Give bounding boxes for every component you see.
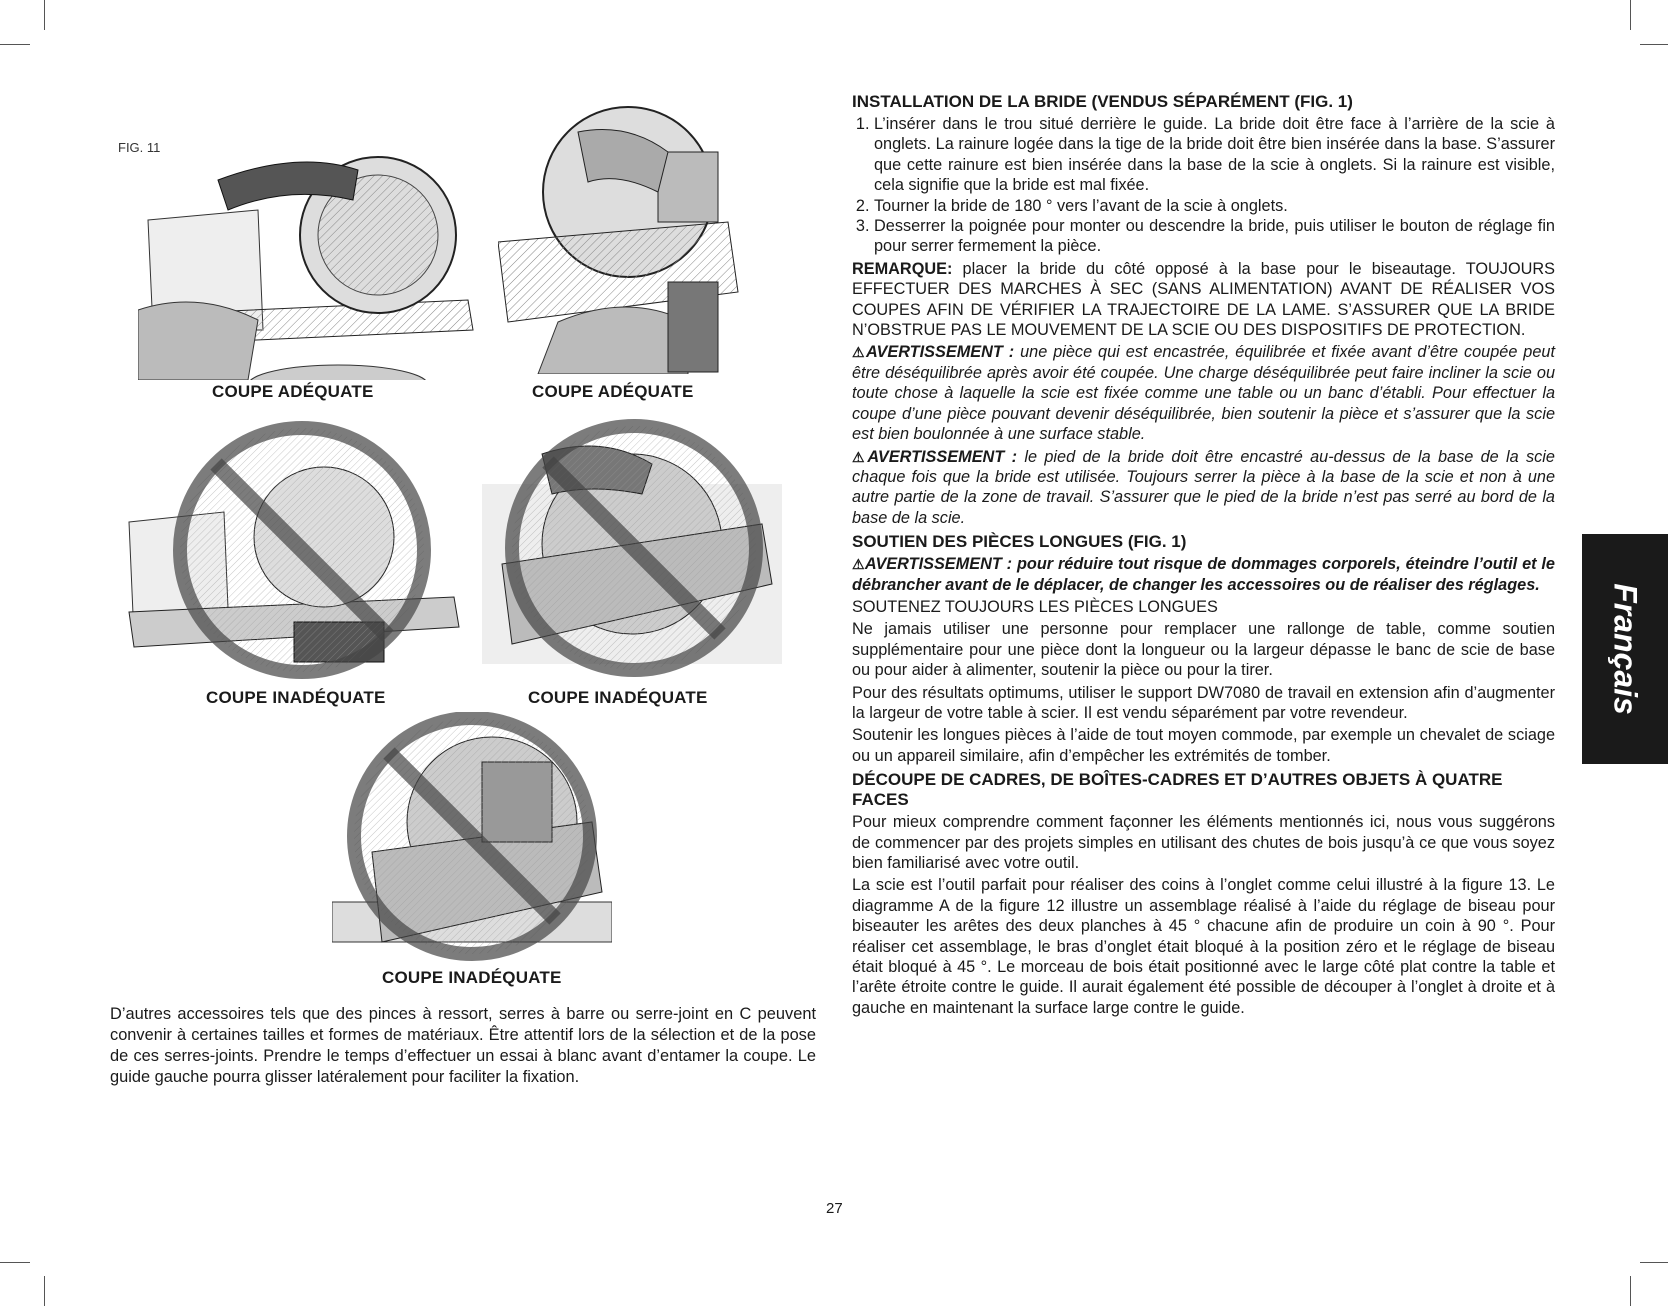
crop-mark <box>1640 1262 1668 1263</box>
warning-label: AVERTISSEMENT : <box>865 343 1015 362</box>
crop-mark <box>1630 0 1631 30</box>
crop-mark <box>44 0 45 30</box>
section-title-bride: INSTALLATION DE LA BRIDE (VENDUS SÉPARÉMENT (FIG. 1) <box>852 92 1353 111</box>
crop-mark <box>0 44 30 45</box>
remarque-label: REMARQUE: <box>852 259 953 278</box>
warning-text: AVERTISSEMENT : pour réduire tout risque de dommages corporels, éteindre l’outil et le débrancher avant de le déplacer, de changer les accessoires ou de réaliser des réglages. <box>852 555 1555 594</box>
caption-correct-cut-2: COUPE ADÉQUATE <box>532 382 694 401</box>
caption-incorrect-cut-1: COUPE INADÉQUATE <box>206 688 386 707</box>
warning-icon: ⚠ <box>852 448 868 465</box>
illustration-correct-cut-1 <box>138 140 478 380</box>
illustration-incorrect-cut-1 <box>124 412 464 688</box>
caption-incorrect-cut-3: COUPE INADÉQUATE <box>382 968 562 987</box>
bride-steps <box>852 114 1555 257</box>
language-tab <box>1582 534 1668 764</box>
left-paragraph: D’autres accessoires tels que des pinces à ressort, serres à barre ou serre-joint en C peuvent convenir à certaines tailles et formes de matériaux. Être attentif lors de la sélection et de la pose de ces serres-joints. Prendre le temps d’effectuer un essai à blanc avant d’entamer la coupe. Le guide gauche pourra glisser latéralement pour faciliter la fixation. <box>110 1005 816 1086</box>
crop-mark <box>44 1276 45 1306</box>
section-title-soutien: SOUTIEN DES PIÈCES LONGUES (FIG. 1) <box>852 532 1187 552</box>
illustration-correct-cut-2 <box>498 92 748 374</box>
decoupe-paragraph: La scie est l’outil parfait pour réaliser des coins à l’onglet comme celui illustré à la figure 13. Le diagramme A de la figure 12 illustre un assemblage réalisé à l’aide du réglage de biseau pour biseauter les arêtes des deux planches à 45 ° chacune afin de produire un coin à 90 °. Pour réaliser cet assemblage, le bras d’onglet était bloqué à la position zéro et le réglage de biseau était bloqué à 45 °. Le morceau de bois était positionné avec le large côté plat contre la table et l’arête étroite contre le guide. Il aurait également été possible de découper à l’onglet à droite et à gauche en maintenant la surface large contre le guide. <box>852 876 1555 1017</box>
illustration-incorrect-cut-3 <box>332 712 612 970</box>
caption-correct-cut-1: COUPE ADÉQUATE <box>212 382 374 401</box>
illustration-incorrect-cut-2 <box>482 414 782 688</box>
warning-text: une pièce qui est encastrée, équilibrée et fixée avant d’être coupée peut être déséquilibrée après avoir été coupée. Une charge déséquilibrée peut faire incliner la scie ou toute chose à laquelle la scie est fixée comme une table ou un banc d’établi. Pour effectuer la coupe d’une pièce pouvant devenir déséquilibrée, bien soutenir la pièce et s’assurer que la scie est bien boulonnée à une surface stable. <box>852 343 1555 444</box>
decoupe-paragraph: Pour mieux comprendre comment façonner les éléments mentionnés ici, nous vous suggérons de commencer par des projets simples en utilisant des chutes de bois jusqu’à ce que vous soyez bien familiarisé avec votre outil. <box>852 813 1555 872</box>
warning-text: le pied de la bride doit être encastré au-dessus de la base de la scie chaque fois que la bride est utilisée. Toujours serrer la pièce à la base de la scie et non à une autre partie de la zone de travail. S’assurer que le pied de la bride n’est pas serré au bord de la base de la scie. <box>852 447 1555 527</box>
warning-paragraph <box>852 342 1555 444</box>
remarque-text: placer la bride du côté opposé à la base pour le biseautage. TOUJOURS EFFECTUER DES MARCHES À SEC (SANS ALIMENTATION) AVANT DE RÉALISER VOS COUPES AFIN DE VÉRIFIER LA TRAJECTOIRE DE LA LAME. S’ASSURER QUE LA BRIDE N’OBSTRUE PAS LE MOUVEMENT DE LA SCIE OU DES DISPOSITIFS DE PROTECTION. <box>852 259 1555 340</box>
soutien-caps: SOUTENEZ TOUJOURS LES PIÈCES LONGUES <box>852 597 1218 616</box>
right-column <box>852 92 1555 1020</box>
warning-icon: ⚠ <box>852 344 866 361</box>
warning-paragraph <box>852 447 1555 529</box>
section-title-decoupe: DÉCOUPE DE CADRES, DE BOÎTES-CADRES ET D’AUTRES OBJETS À QUATRE FACES <box>852 770 1503 810</box>
remarque-paragraph <box>852 259 1555 341</box>
soutien-paragraph: Soutenir les longues pièces à l’aide de tout moyen commode, par exemple un chevalet de sciage ou un appareil similaire, afin d’empêcher les extrémités de tomber. <box>852 726 1555 765</box>
list-item: 3. Desserrer la poignée pour monter ou descendre la bride, puis utiliser le bouton de réglage fin pour serrer fermement la pièce. <box>874 216 1555 257</box>
list-item: 2. Tourner la bride de 180 ° vers l’avant de la scie à onglets. <box>874 196 1555 216</box>
warning-icon: ⚠ <box>852 556 865 573</box>
soutien-paragraph: Ne jamais utiliser une personne pour remplacer une rallonge de table, comme soutien supplémentaire pour une pièce dont la longueur ou la largeur dépasse le banc de scie de base ou pour aider à alimenter, soutenir la pièce ou pour la tirer. <box>852 620 1555 680</box>
soutien-paragraph: Pour des résultats optimums, utiliser le support DW7080 de travail en extension afin d’augmenter la largeur de votre table à scier. Il est vendu séparément par votre revendeur. <box>852 683 1555 722</box>
figure-label: FIG. 11 <box>118 140 161 155</box>
caption-incorrect-cut-2: COUPE INADÉQUATE <box>528 688 708 707</box>
crop-mark <box>1630 1276 1631 1306</box>
warning-label: AVERTISSEMENT : <box>867 447 1018 466</box>
warning-paragraph <box>852 554 1555 595</box>
page-number: 27 <box>826 1200 843 1217</box>
crop-mark <box>1640 44 1668 45</box>
list-item: 1. L’insérer dans le trou situé derrière le guide. La bride doit être face à l’arrière de la scie à onglets. La rainure logée dans la tige de la bride doit être bien insérée dans la base. S’assurer que cette rainure est bien insérée dans la base de la scie à onglets. Si la rainure est visible, cela signifie que la bride est mal fixée. <box>874 114 1555 196</box>
language-tab-label: Français <box>1607 583 1644 715</box>
crop-mark <box>0 1262 30 1263</box>
